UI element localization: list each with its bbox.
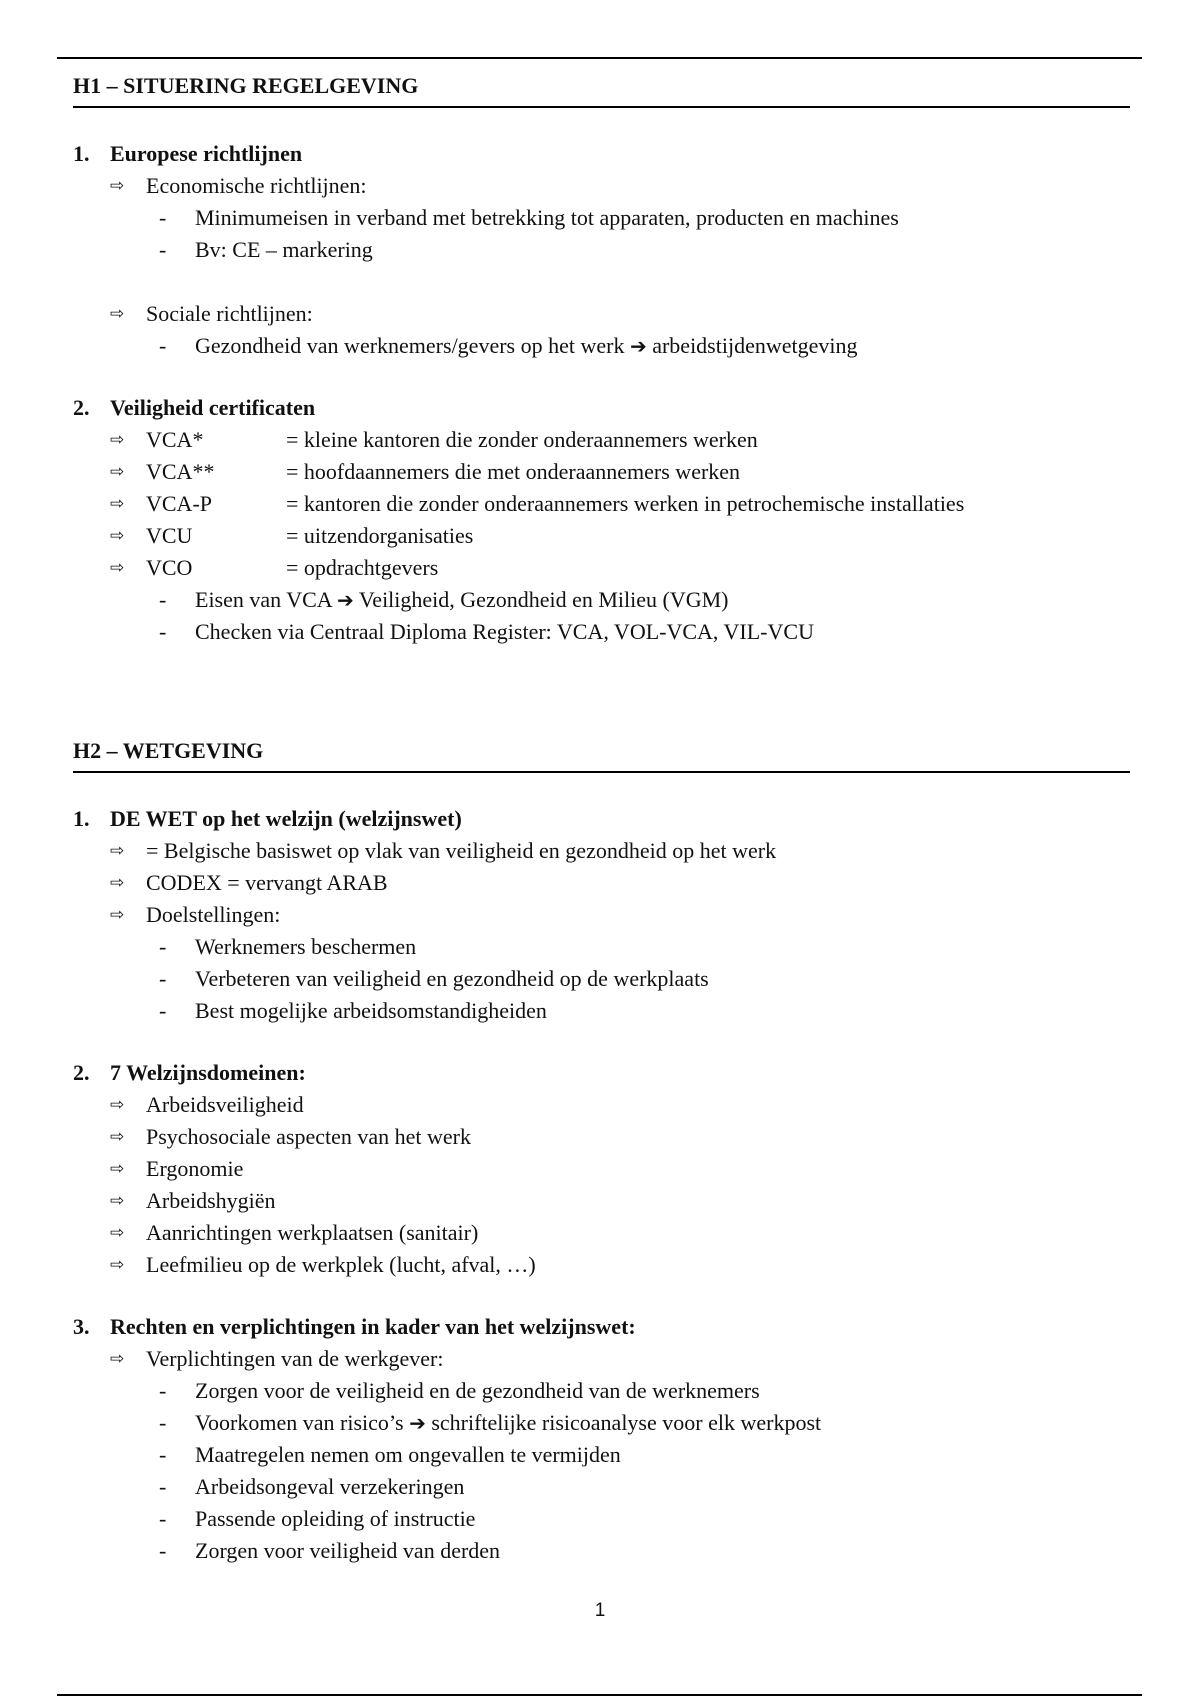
item-text: Minimumeisen in verband met betrekking tot apparaten, producten en machines: [195, 205, 899, 230]
section-title-h1: H1 – SITUERING REGELGEVING: [73, 70, 1130, 108]
page-number: 1: [594, 1600, 606, 1621]
certificate-definition: = hoofdaannemers die met onderaannemers werken: [286, 459, 741, 484]
dash-list-item: [73, 931, 1130, 963]
item-text: CODEX = vervangt ARAB: [146, 870, 388, 895]
arrow-bullet-icon: ⇨: [110, 905, 125, 925]
dash-bullet: -: [159, 237, 167, 262]
subsection-heading: [73, 138, 1130, 170]
certificate-item: [73, 488, 1130, 520]
subsection-number: 2.: [73, 395, 90, 420]
subsection-welzijnsdomeinen: [73, 1057, 1130, 1281]
arrow-list-item: [73, 170, 1130, 202]
subsection-europese-richtlijnen: [73, 138, 1130, 362]
item-text: Maatregelen nemen om ongevallen te vermijden: [195, 1442, 621, 1467]
dash-bullet: -: [159, 934, 167, 959]
item-text: [195, 330, 858, 362]
dash-list-item: [73, 202, 1130, 234]
dash-list-item: [73, 330, 1130, 362]
arrow-bullet-icon: ⇨: [110, 1159, 125, 1179]
item-text: Ergonomie: [146, 1156, 244, 1181]
item-text: Aanrichtingen werkplaatsen (sanitair): [146, 1220, 479, 1245]
dash-list-item: [73, 1407, 1130, 1439]
dash-bullet: -: [159, 587, 167, 612]
arrow-bullet-icon: ⇨: [110, 1349, 125, 1369]
dash-list-item: [73, 995, 1130, 1027]
item-text: Werknemers beschermen: [195, 934, 417, 959]
arrow-list-item: [73, 1089, 1130, 1121]
section-h2: [73, 735, 1130, 1567]
item-text: Checken via Centraal Diploma Register: VCA, VOL-VCA, VIL-VCU: [195, 619, 814, 644]
dash-list-item: [73, 1471, 1130, 1503]
item-text-part: Eisen van VCA: [195, 587, 332, 612]
item-text: Best mogelijke arbeidsomstandigheiden: [195, 998, 547, 1023]
dash-list-item: [73, 1535, 1130, 1567]
top-page-rule: [57, 57, 1142, 59]
certificate-term: VCA*: [146, 427, 204, 452]
subsection-number: 1.: [73, 806, 90, 831]
subsection-heading: [73, 803, 1130, 835]
certificate-item: [73, 456, 1130, 488]
item-text: Passende opleiding of instructie: [195, 1506, 476, 1531]
item-text: = Belgische basiswet op vlak van veiligheid en gezondheid op het werk: [146, 838, 777, 863]
arrow-bullet-icon: ⇨: [110, 1127, 125, 1147]
dash-bullet: -: [159, 1410, 167, 1435]
item-text-part: Voorkomen van risico’s: [195, 1410, 404, 1435]
certificate-term: VCA**: [146, 459, 215, 484]
subsection-title: Veiligheid certificaten: [110, 395, 316, 420]
item-text-part: Gezondheid van werknemers/gevers op het werk: [195, 333, 625, 358]
certificate-item: [73, 552, 1130, 584]
section-h1: [73, 70, 1130, 648]
section-title-h2: H2 – WETGEVING: [73, 735, 1130, 773]
dash-bullet: -: [159, 205, 167, 230]
subsection-number: 3.: [73, 1314, 90, 1339]
item-text: [195, 584, 729, 616]
subsection-number: 1.: [73, 141, 90, 166]
item-text: Sociale richtlijnen:: [146, 301, 313, 326]
bold-right-arrow-icon: ➔: [336, 588, 354, 612]
arrow-bullet-icon: ⇨: [110, 176, 125, 196]
arrow-bullet-icon: ⇨: [110, 1255, 125, 1275]
item-text: Zorgen voor de veiligheid en de gezondheid van de werknemers: [195, 1378, 760, 1403]
dash-bullet: -: [159, 333, 167, 358]
subsection-title: Europese richtlijnen: [110, 141, 303, 166]
arrow-bullet-icon: ⇨: [110, 526, 125, 546]
arrow-list-item: [73, 1249, 1130, 1281]
item-text: Economische richtlijnen:: [146, 173, 367, 198]
dash-bullet: -: [159, 966, 167, 991]
certificate-definition: = opdrachtgevers: [286, 555, 439, 580]
certificate-term: VCU: [146, 523, 193, 548]
dash-list-item: [73, 234, 1130, 266]
dash-list-item: [73, 1439, 1130, 1471]
item-text: Bv: CE – markering: [195, 237, 373, 262]
certificate-item: [73, 424, 1130, 456]
dash-list-item: [73, 584, 1130, 616]
subsection-title: 7 Welzijnsdomeinen:: [110, 1060, 306, 1085]
item-text: Zorgen voor veiligheid van derden: [195, 1538, 501, 1563]
dash-bullet: -: [159, 998, 167, 1023]
arrow-bullet-icon: ⇨: [110, 1191, 125, 1211]
arrow-list-item: [73, 835, 1130, 867]
dash-bullet: -: [159, 1538, 167, 1563]
dash-bullet: -: [159, 1474, 167, 1499]
arrow-list-item: [73, 1343, 1130, 1375]
arrow-list-item: [73, 298, 1130, 330]
item-text-part: schriftelijke risicoanalyse voor elk werkpost: [431, 1410, 822, 1435]
certificate-item: [73, 520, 1130, 552]
item-text: [195, 1407, 821, 1439]
item-text-part: Veiligheid, Gezondheid en Milieu (VGM): [358, 587, 729, 612]
item-text: Leefmilieu op de werkplek (lucht, afval, …): [146, 1252, 536, 1277]
dash-list-item: [73, 1375, 1130, 1407]
arrow-list-item: [73, 899, 1130, 931]
arrow-bullet-icon: ⇨: [110, 841, 125, 861]
item-text: Arbeidsveiligheid: [146, 1092, 304, 1117]
arrow-list-item: [73, 1217, 1130, 1249]
certificate-definition: = kantoren die zonder onderaannemers werken in petrochemische installaties: [286, 491, 965, 516]
item-text: Doelstellingen:: [146, 902, 281, 927]
bottom-page-rule: [57, 1694, 1142, 1696]
dash-bullet: -: [159, 619, 167, 644]
arrow-bullet-icon: ⇨: [110, 430, 125, 450]
bold-right-arrow-icon: ➔: [409, 1411, 426, 1435]
dash-bullet: -: [159, 1378, 167, 1403]
certificate-definition: = uitzendorganisaties: [286, 523, 474, 548]
item-text: Verbeteren van veiligheid en gezondheid op de werkplaats: [195, 966, 709, 991]
subsection-title: Rechten en verplichtingen in kader van het welzijnswet:: [110, 1314, 636, 1339]
arrow-bullet-icon: ⇨: [110, 558, 125, 578]
item-text: Arbeidshygiën: [146, 1188, 276, 1213]
item-text: Arbeidsongeval verzekeringen: [195, 1474, 465, 1499]
subsection-title: DE WET op het welzijn (welzijnswet): [110, 806, 462, 831]
subsection-rechten-verplichtingen: [73, 1311, 1130, 1567]
dash-bullet: -: [159, 1506, 167, 1531]
item-text-part: arbeidstijdenwetgeving: [652, 333, 858, 358]
item-text: Verplichtingen van de werkgever:: [146, 1346, 444, 1371]
arrow-list-item: [73, 1121, 1130, 1153]
subsection-number: 2.: [73, 1060, 90, 1085]
bold-right-arrow-icon: ➔: [629, 334, 647, 358]
arrow-list-item: [73, 867, 1130, 899]
arrow-list-item: [73, 1153, 1130, 1185]
arrow-bullet-icon: ⇨: [110, 304, 125, 324]
certificate-term: VCO: [146, 555, 193, 580]
subsection-veiligheid-certificaten: [73, 392, 1130, 648]
arrow-bullet-icon: ⇨: [110, 1095, 125, 1115]
subsection-heading: [73, 392, 1130, 424]
arrow-bullet-icon: ⇨: [110, 462, 125, 482]
subsection-welzijnswet: [73, 803, 1130, 1027]
dash-list-item: [73, 963, 1130, 995]
arrow-bullet-icon: ⇨: [110, 873, 125, 893]
item-text: Psychosociale aspecten van het werk: [146, 1124, 471, 1149]
arrow-bullet-icon: ⇨: [110, 1223, 125, 1243]
subsection-heading: [73, 1057, 1130, 1089]
dash-list-item: [73, 1503, 1130, 1535]
certificate-definition: = kleine kantoren die zonder onderaannemers werken: [286, 427, 758, 452]
arrow-list-item: [73, 1185, 1130, 1217]
dash-list-item: [73, 616, 1130, 648]
certificate-term: VCA-P: [146, 491, 213, 516]
subsection-heading: [73, 1311, 1130, 1343]
arrow-bullet-icon: ⇨: [110, 494, 125, 514]
dash-bullet: -: [159, 1442, 167, 1467]
